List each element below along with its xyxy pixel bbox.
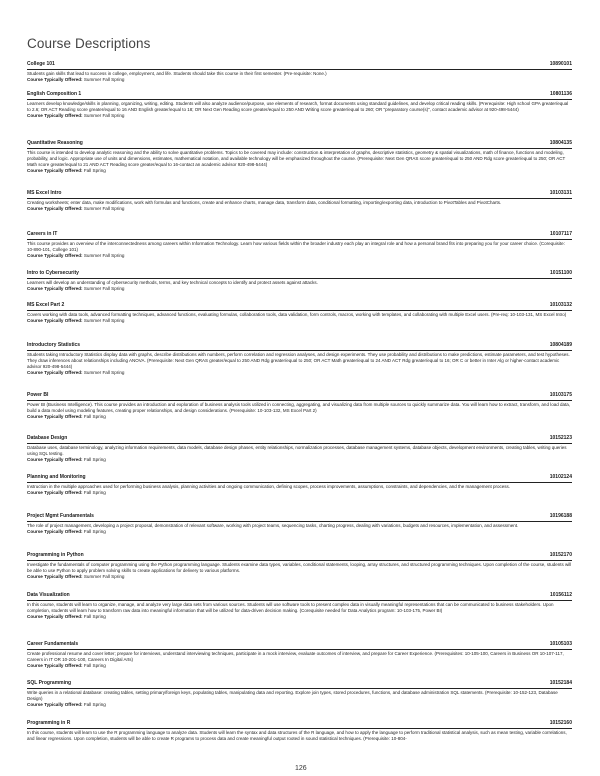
course-name: Career Fundamentals	[27, 641, 79, 647]
course-header	[27, 513, 572, 522]
course-name: Database Design	[27, 435, 68, 441]
course-header	[27, 302, 572, 311]
course-name: Planning and Monitoring	[27, 474, 86, 480]
course-entry	[27, 680, 572, 709]
offered-label: Course Typically Offered:	[27, 168, 83, 174]
course-header	[27, 435, 572, 444]
offered-terms: Summer Fall Spring	[83, 370, 125, 376]
offered-label: Course Typically Offered:	[27, 490, 83, 496]
offered-terms: Fall Spring	[83, 414, 106, 420]
course-header	[27, 61, 572, 70]
course-description: This course is intended to develop analytic reasoning and the ability to solve quantitative problems. Topics to be covered may include: construction & interpretation of graphs, descriptive statistics, geometry & spatial visualizations, math of finance, functions and modeling, probability, and logic. Appropriate use of units and dimensions, estimates, mathematical notation, and available technology will be emphasized throughout the course. (Prerequisite: Next Gen QRAS score greater/equal to 250 AND Rdg score greater/equal to 250; OR ACT Math score greater/equal to 21 AND ACT Reading score greater/equal to 16-contact an academic advisor 920-498-5444)	[27, 150, 566, 168]
course-header	[27, 270, 572, 279]
course-header	[27, 91, 572, 100]
offered-terms: Fall Spring	[83, 457, 106, 463]
offered-terms: Fall Spring	[83, 663, 106, 669]
course-code: 10152184	[549, 680, 572, 686]
course-header	[27, 592, 572, 601]
course-code: 10890101	[549, 61, 572, 67]
course-name: SQL Programming	[27, 680, 72, 686]
offered-label: Course Typically Offered:	[27, 414, 83, 420]
course-entry	[27, 61, 572, 84]
course-entry	[27, 91, 572, 120]
offered-terms: Fall Spring	[83, 529, 106, 535]
course-code: 10103175	[549, 392, 572, 398]
course-description: Learners will develop an understanding of cybersecurity methods, terms, and key technical concepts to identify and protect assets against attacks.	[27, 280, 318, 285]
course-code: 10152123	[549, 435, 572, 441]
course-code: 10102124	[549, 474, 572, 480]
course-name: Programming in Python	[27, 552, 84, 558]
course-code: 10107117	[550, 231, 572, 237]
offered-label: Course Typically Offered:	[27, 574, 83, 580]
course-code: 10804135	[549, 140, 572, 146]
course-header	[27, 680, 572, 689]
offered-terms: Summer Fall Spring	[83, 574, 125, 580]
course-name: Power BI	[27, 392, 49, 398]
course-description: This course provides an overview of the interconnectedness among careers within Information Technology. Learn how various fields within the broader industry each play an integral role and how a personal brand fits into preparing you for your career choice. (Corequisite: 10-890-101, College 101)	[27, 241, 565, 253]
course-header	[27, 342, 572, 351]
course-header	[27, 190, 572, 199]
course-code: 10103132	[549, 302, 572, 308]
course-offered	[27, 702, 572, 709]
offered-terms: Fall Spring	[83, 168, 106, 174]
course-offered	[27, 206, 572, 213]
course-entry	[27, 641, 572, 670]
course-code: 10105103	[549, 641, 572, 647]
course-name: Introductory Statistics	[27, 342, 81, 348]
course-entry	[27, 513, 572, 536]
course-description: Students taking Introductory Statistics display data with graphs, describe distributions with numbers, perform correlation and regression analyses, and design experiments. They use probability and distributions to make predictions, estimate parameters, and test hypotheses. They draw inferences about relationships including ANOVA. (Prerequisite: Next Gen QRAS greater/equal to 250 AND Rdg greater/equal to 250; OR ACT Math greater/equal to 24 AND ACT Rdg greater/equal to 16; OR C or better in Inter Alg or higher-contact academic advisor 920-498-5444)	[27, 352, 570, 370]
offered-label: Course Typically Offered:	[27, 318, 83, 324]
course-offered	[27, 414, 572, 421]
course-offered	[27, 318, 572, 325]
course-offered	[27, 286, 572, 293]
course-entry	[27, 435, 572, 464]
course-code: 10151100	[550, 270, 572, 276]
course-name: Intro to Cybersecurity	[27, 270, 79, 276]
course-description: Write queries in a relational database: creating tables, setting primary/foreign keys, populating tables, manipulating data and reporting. Explore join types, stored procedures, functions, and database administration SQL statements. (Prerequisite: 10-152-123, Database Design)	[27, 690, 558, 702]
course-offered	[27, 663, 572, 670]
course-offered	[27, 457, 572, 464]
course-offered	[27, 77, 572, 84]
course-name: College 101	[27, 61, 55, 67]
course-entry	[27, 302, 572, 325]
course-code: 10156112	[550, 592, 572, 598]
offered-label: Course Typically Offered:	[27, 529, 83, 535]
course-name: Project Mgmt Fundamentals	[27, 513, 94, 519]
course-code: 10103131	[549, 190, 572, 196]
offered-label: Course Typically Offered:	[27, 286, 83, 292]
offered-label: Course Typically Offered:	[27, 253, 83, 259]
course-name: Careers in IT	[27, 231, 58, 237]
course-entry	[27, 592, 572, 621]
course-offered	[27, 253, 572, 260]
course-entry	[27, 474, 572, 497]
course-offered	[27, 490, 572, 497]
course-code: 10152160	[549, 720, 572, 726]
course-name: Programming in R	[27, 720, 71, 726]
offered-label: Course Typically Offered:	[27, 77, 83, 83]
course-description: Power BI (Business Intelligence). This course provides an introduction and exploration of business analysis tools utilized in connecting, aggregating, and visualizing data from multiple sources to quickly summarize data. You will learn how to extract, transform, and load data, build a data model using modeling features, creating proper relationships, and design considerations. (Prerequisite: 10-103-132, MS Excel Part 2)	[27, 402, 570, 414]
course-entry	[27, 720, 572, 742]
course-header	[27, 474, 572, 483]
offered-label: Course Typically Offered:	[27, 206, 83, 212]
course-code: 10804189	[549, 342, 572, 348]
course-entry	[27, 342, 572, 377]
course-offered	[27, 574, 572, 581]
course-header	[27, 552, 572, 561]
course-description: In this course, students will learn to use the R programming language to analyze data. Students will learn the syntax and data structures of the R language, and how to apply the language to perform traditional statistical analysis, such as mean testing, variable correlations, and linear regressions. Upon completion, students will be able to create R programs to process data and create meaningful output rooted in sound statistical techniques. (Prerequisite: 10-804-	[27, 730, 567, 742]
offered-terms: Summer Fall Spring	[83, 318, 125, 324]
course-code: 10152170	[549, 552, 572, 558]
offered-label: Course Typically Offered:	[27, 113, 83, 119]
course-description: Database uses, database terminology, analyzing information requirements, data models, database design phases, entity relationships, normalization processes, database management systems, database objects, development environments, creating tables, writing queries using SQL testing.	[27, 445, 567, 457]
course-description: In this course, students will learn to organize, manage, and analyze very large data sets from various sources. Students will use software tools to present complex data in visually meaningful representations that can be communicated to business stakeholders. Upon completion, students will learn how to transform raw data into meaningful information that will be utilized for data-driven decision making. (Corequisite needed for Data Analytics program: 10-103-175, Power BI)	[27, 602, 554, 614]
offered-terms: Summer Fall Spring	[83, 113, 125, 119]
course-name: Quantitative Reasoning	[27, 140, 83, 146]
offered-label: Course Typically Offered:	[27, 663, 83, 669]
course-name: MS Excel Intro	[27, 190, 62, 196]
course-entry	[27, 231, 572, 260]
page-number: 126	[295, 765, 307, 772]
offered-terms: Summer Fall Spring	[83, 253, 125, 259]
course-header	[27, 392, 572, 401]
page-title: Course Descriptions	[27, 36, 151, 51]
course-description: Create professional resume and cover letter; prepare for interviews, understand interviewing techniques, participate in a mock interview, evaluate outcomes of interview, and prepare for Career Experience. (Prerequisites: 10-105-100, Careers in Business OR 10-107-117, Careers in IT OR 10-201-100, Careers In Digital Arts)	[27, 651, 564, 663]
offered-label: Course Typically Offered:	[27, 614, 83, 620]
course-entry	[27, 270, 572, 293]
course-header	[27, 641, 572, 650]
course-entry	[27, 190, 572, 213]
course-offered	[27, 113, 572, 120]
course-description: Instruction in the multiple approaches used for performing business analysis, planning activities and ongoing communication, defining scopes, process improvements, assumptions, constraints, and dependencies, and the management process.	[27, 484, 511, 489]
course-name: English Composition 1	[27, 91, 82, 97]
course-code: 10801136	[550, 91, 572, 97]
course-description: Covers working with data tools, advanced formatting techniques, advanced functions, evaluating formulas, collaboration tools, data validation, form controls, macros, working with templates, and collaborating with multiple Excel users. (Pre-req: 10-103-131, MS Excel Intro)	[27, 312, 567, 317]
course-offered	[27, 168, 572, 175]
offered-label: Course Typically Offered:	[27, 702, 83, 708]
offered-terms: Fall Spring	[83, 702, 106, 708]
course-offered	[27, 370, 572, 377]
offered-terms: Fall Spring	[83, 490, 106, 496]
offered-terms: Summer Fall Spring	[83, 206, 125, 212]
course-description: Students gain skills that lead to success in college, employment, and life. Students should take this course in their first semester. (Pre-requisite: None.)	[27, 71, 327, 76]
course-name: Data Visualization	[27, 592, 70, 598]
course-entry	[27, 140, 572, 175]
course-description: The role of project management, developing a project proposal, demonstration of relevant software, working with project teams, sequencing tasks, charting progress, dealing with variations, budgets and resources, implementation, and assessment.	[27, 523, 519, 528]
course-header	[27, 231, 572, 240]
offered-terms: Summer Fall Spring	[83, 77, 125, 83]
course-header	[27, 720, 572, 729]
offered-terms: Summer Fall Spring	[83, 286, 125, 292]
offered-label: Course Typically Offered:	[27, 457, 83, 463]
course-entry	[27, 392, 572, 421]
course-description: Learners develop knowledge/skills in planning, organizing, writing, editing. Students will also analyze audience/purpose, use elements of research, format documents using standard guidelines, and develop critical reading skills. (Prerequisite: High school GPA greater/equal to 2.6; OR ACT Reading score greater/equal to 16 AND English greater/equal to 18; OR Next Gen Reading score greater/equal to 250 AND Writing score greater/equal to 260; OR "preparatory course(s)", contact academic advisor at 920-498-5444)	[27, 101, 569, 113]
course-offered	[27, 529, 572, 536]
course-name: MS Excel Part 2	[27, 302, 65, 308]
offered-terms: Fall Spring	[83, 614, 106, 620]
course-entry	[27, 552, 572, 581]
course-header	[27, 140, 572, 149]
course-offered	[27, 614, 572, 621]
course-description: Investigate the fundamentals of computer programming using the Python programming language. Students examine data types, variables, conditional statements, looping, array structures, and structured programming techniques. Upon completion of the course, students will be able to use Python to apply problem solving skills to create applications for delivery to various platforms.	[27, 562, 572, 574]
course-code: 10196188	[549, 513, 572, 519]
offered-label: Course Typically Offered:	[27, 370, 83, 376]
course-description: Creating worksheets; enter data, make modifications, work with formulas and functions, create and enhance charts, manage data, transform data, conditional formatting, importing/exporting data, introduction to PivotTables and PivotCharts.	[27, 200, 502, 205]
